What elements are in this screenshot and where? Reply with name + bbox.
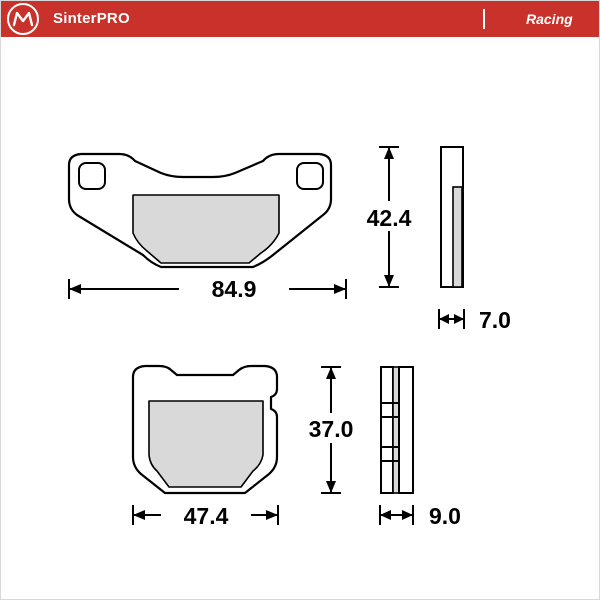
drawing-canvas — [1, 37, 600, 600]
upper-pad-height-value: 42.4 — [366, 205, 412, 231]
upper-pad-hole-right — [297, 163, 323, 189]
lower-pad-front-view — [133, 366, 277, 493]
upper-pad-thickness-dimension — [439, 307, 511, 333]
lower-pad-height-dimension — [295, 367, 367, 493]
lower-pad-thickness-dimension — [380, 503, 461, 529]
series-name: Racing — [526, 11, 573, 27]
lower-pad-width-dimension — [133, 501, 278, 531]
lower-pad-height-value: 37.0 — [308, 416, 354, 442]
brand-name: SinterPRO — [53, 10, 130, 27]
header-divider — [483, 9, 485, 29]
upper-pad-front-view — [69, 154, 331, 267]
upper-pad-side-friction — [453, 187, 462, 287]
upper-pad-side-view — [441, 147, 463, 287]
technical-drawing — [1, 37, 600, 600]
header-bar — [1, 1, 600, 37]
logo-container — [1, 1, 45, 37]
moto-master-logo-icon — [6, 2, 40, 36]
upper-pad-thickness-value: 7.0 — [479, 307, 511, 333]
lower-pad-side-plate-b — [399, 367, 413, 493]
upper-pad-width-dimension — [69, 275, 346, 305]
lower-pad-thickness-value: 9.0 — [429, 503, 461, 529]
lower-pad-friction-surface — [149, 401, 263, 487]
upper-pad-width-value: 84.9 — [211, 276, 257, 302]
lower-pad-width-value: 47.4 — [183, 503, 229, 529]
lower-pad-side-view — [381, 367, 413, 493]
upper-pad-friction-surface — [133, 195, 279, 263]
lower-pad-side-backing — [381, 367, 393, 493]
upper-pad-hole-left — [79, 163, 105, 189]
upper-pad-height-dimension — [353, 147, 425, 287]
